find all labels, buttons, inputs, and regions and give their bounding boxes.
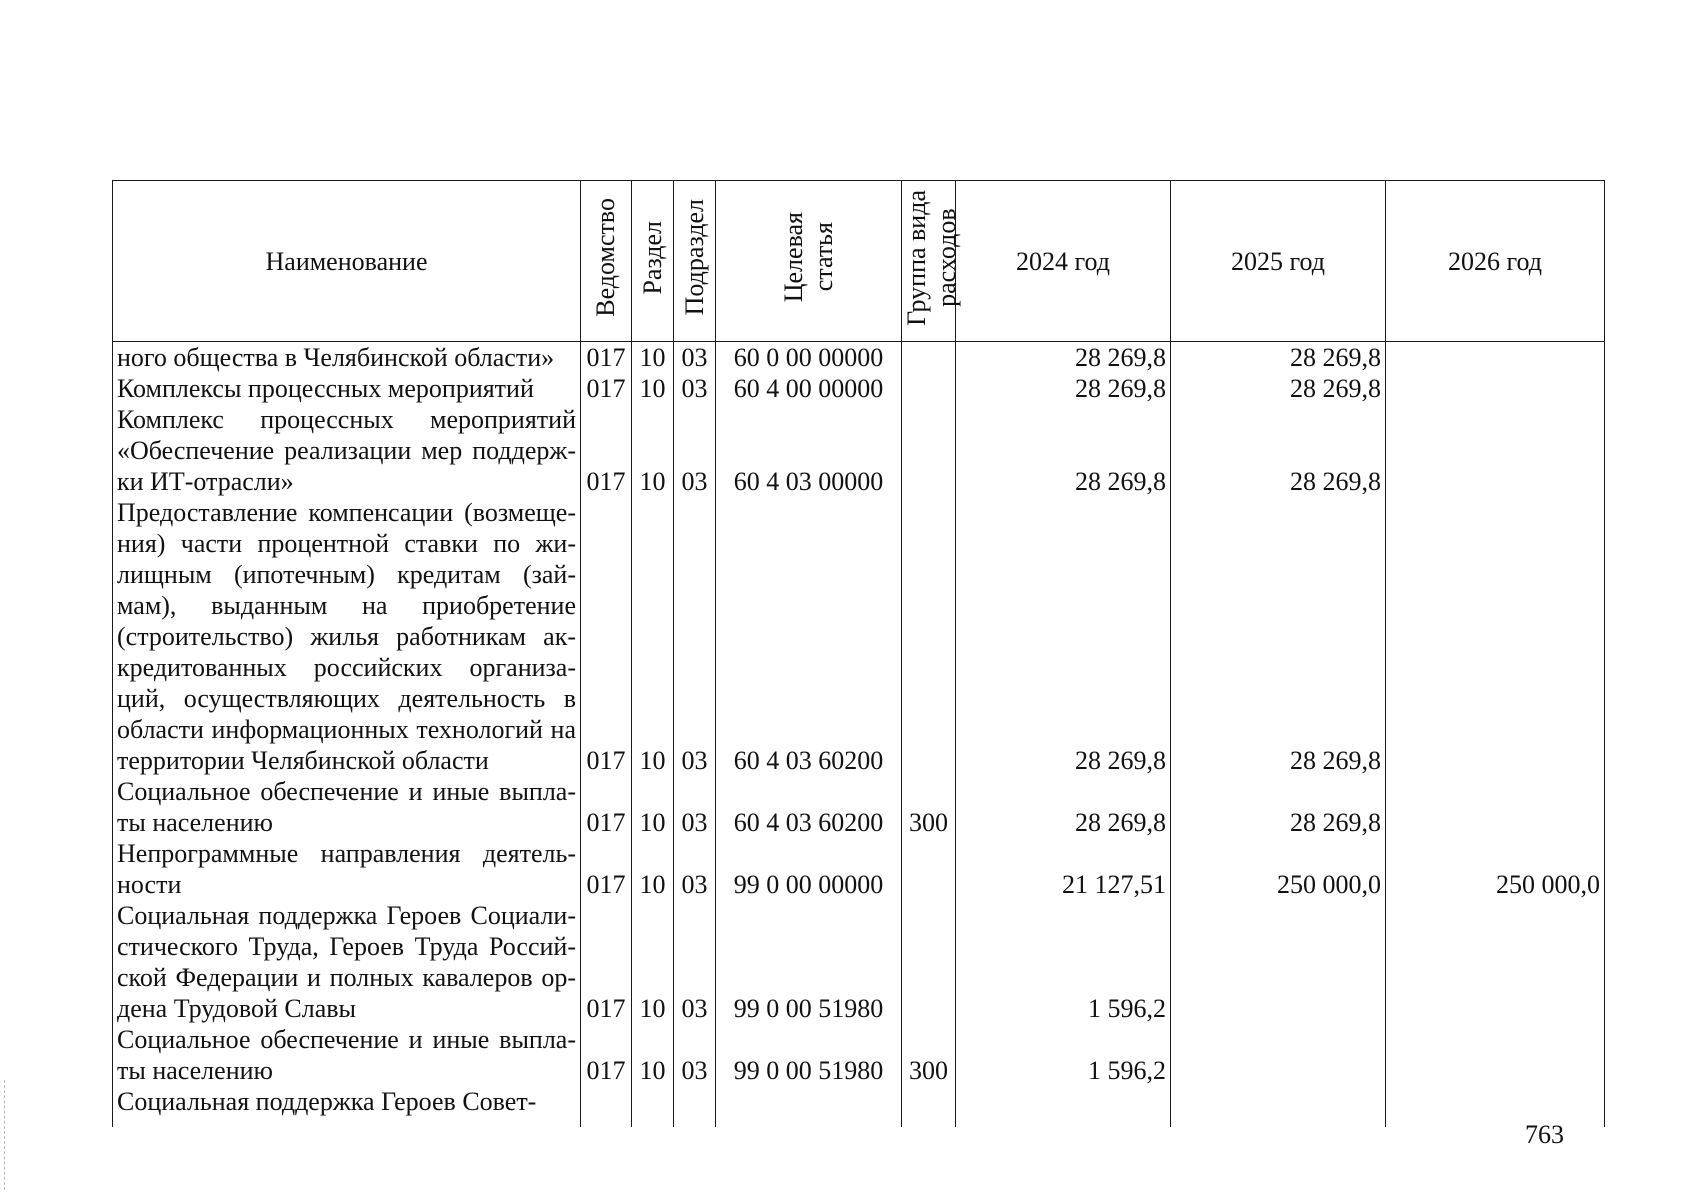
table-row <box>113 373 1605 404</box>
row-amount-2024: 28 269,8 <box>956 404 1171 497</box>
row-amount-2025: 28 269,8 <box>1171 404 1386 497</box>
row-subsection <box>674 1086 716 1117</box>
row-amount-2025 <box>1171 1086 1386 1117</box>
row-amount-2026: 250 000,0 <box>1386 838 1605 900</box>
row-amount-2026 <box>1386 404 1605 497</box>
row-name: Комплекс процессных мероприятий «Обеспечение реализации мер поддерж-ки ИТ-отрасли» <box>113 404 581 497</box>
row-amount-2024: 28 269,8 <box>956 373 1171 404</box>
row-amount-2025: 28 269,8 <box>1171 342 1386 374</box>
row-target-article: 60 4 03 60200 <box>716 497 902 776</box>
row-amount-2026 <box>1386 1086 1605 1117</box>
row-department: 017 <box>581 1024 632 1086</box>
row-expense-group <box>902 497 956 776</box>
row-amount-2024 <box>956 1086 1171 1117</box>
row-subsection: 03 <box>674 342 716 374</box>
header-year-2025: 2025 год <box>1171 181 1386 342</box>
row-section: 10 <box>632 342 674 374</box>
table-row-continuation <box>113 1117 1605 1127</box>
header-department: Ведомство <box>581 181 632 342</box>
row-expense-group <box>902 373 956 404</box>
row-subsection: 03 <box>674 838 716 900</box>
row-amount-2025: 28 269,8 <box>1171 497 1386 776</box>
row-section: 10 <box>632 1024 674 1086</box>
row-department: 017 <box>581 838 632 900</box>
row-department: 017 <box>581 373 632 404</box>
row-name: Социальное обеспечение и иные выпла-ты населению <box>113 776 581 838</box>
scan-margin-mark <box>4 1080 6 1190</box>
row-amount-2024: 21 127,51 <box>956 838 1171 900</box>
row-amount-2024: 28 269,8 <box>956 776 1171 838</box>
row-amount-2025: 28 269,8 <box>1171 373 1386 404</box>
row-name: Социальная поддержка Героев Совет- <box>113 1086 581 1117</box>
header-target-article: Целевая статья <box>716 181 902 342</box>
row-section: 10 <box>632 497 674 776</box>
header-expense-group: Группа вида расходов <box>902 181 956 342</box>
table-row <box>113 342 1605 374</box>
header-section: Раздел <box>632 181 674 342</box>
row-target-article: 99 0 00 00000 <box>716 838 902 900</box>
row-amount-2024: 1 596,2 <box>956 900 1171 1024</box>
row-amount-2025 <box>1171 900 1386 1024</box>
row-section: 10 <box>632 776 674 838</box>
row-amount-2026 <box>1386 1024 1605 1086</box>
row-target-article: 60 4 03 60200 <box>716 776 902 838</box>
row-amount-2025: 28 269,8 <box>1171 776 1386 838</box>
row-subsection: 03 <box>674 776 716 838</box>
row-amount-2024: 28 269,8 <box>956 342 1171 374</box>
row-target-article: 60 4 00 00000 <box>716 373 902 404</box>
table-row <box>113 776 1605 838</box>
row-department: 017 <box>581 776 632 838</box>
table-row <box>113 900 1605 1024</box>
row-amount-2026 <box>1386 342 1605 374</box>
row-expense-group <box>902 838 956 900</box>
row-amount-2026 <box>1386 776 1605 838</box>
row-expense-group: 300 <box>902 776 956 838</box>
row-name: ного общества в Челябинской области» <box>113 342 581 374</box>
row-department: 017 <box>581 342 632 374</box>
table-row <box>113 1086 1605 1117</box>
row-section <box>632 1086 674 1117</box>
table-row <box>113 497 1605 776</box>
header-year-2024: 2024 год <box>956 181 1171 342</box>
table-header <box>113 181 1605 342</box>
budget-page <box>112 180 1604 1116</box>
row-name: Непрограммные направления деятель-ности <box>113 838 581 900</box>
row-target-article: 60 0 00 00000 <box>716 342 902 374</box>
row-amount-2024: 28 269,8 <box>956 497 1171 776</box>
row-subsection: 03 <box>674 404 716 497</box>
row-expense-group <box>902 900 956 1024</box>
row-subsection: 03 <box>674 1024 716 1086</box>
budget-table <box>112 180 1605 1127</box>
row-section: 10 <box>632 838 674 900</box>
row-name: Комплексы процессных мероприятий <box>113 373 581 404</box>
table-row <box>113 838 1605 900</box>
row-department: 017 <box>581 404 632 497</box>
row-target-article: 60 4 03 00000 <box>716 404 902 497</box>
row-target-article <box>716 1086 902 1117</box>
header-year-2026: 2026 год <box>1386 181 1605 342</box>
row-amount-2025 <box>1171 1024 1386 1086</box>
page-number: 763 <box>1525 1120 1564 1149</box>
table-row <box>113 1024 1605 1086</box>
row-subsection: 03 <box>674 373 716 404</box>
row-expense-group <box>902 404 956 497</box>
table-body <box>113 342 1605 1128</box>
row-expense-group <box>902 342 956 374</box>
row-department <box>581 1086 632 1117</box>
row-amount-2025: 250 000,0 <box>1171 838 1386 900</box>
row-name: Социальная поддержка Героев Социали-стического Труда, Героев Труда Россий-ской Федерации и полных кавалеров ор-дена Трудовой Славы <box>113 900 581 1024</box>
row-name: Социальное обеспечение и иные выпла-ты населению <box>113 1024 581 1086</box>
row-subsection: 03 <box>674 900 716 1024</box>
row-subsection: 03 <box>674 497 716 776</box>
row-expense-group: 300 <box>902 1024 956 1086</box>
row-amount-2026 <box>1386 497 1605 776</box>
row-name: Предоставление компенсации (возмеще-ния) части процентной ставки по жи-лищным (ипотечным) кредитам (зай-мам), выданным на приобретение (строительство) жилья работникам ак-кредитованных российских организа-ций, осуществляющих деятельность в области информационных технологий на территории Челябинской области <box>113 497 581 776</box>
row-expense-group <box>902 1086 956 1117</box>
row-section: 10 <box>632 373 674 404</box>
row-target-article: 99 0 00 51980 <box>716 1024 902 1086</box>
row-amount-2026 <box>1386 900 1605 1024</box>
header-subsection: Подраздел <box>674 181 716 342</box>
row-target-article: 99 0 00 51980 <box>716 900 902 1024</box>
row-section: 10 <box>632 404 674 497</box>
header-name: Наименование <box>113 181 581 342</box>
row-department: 017 <box>581 497 632 776</box>
table-row <box>113 404 1605 497</box>
row-section: 10 <box>632 900 674 1024</box>
row-department: 017 <box>581 900 632 1024</box>
row-amount-2026 <box>1386 373 1605 404</box>
row-amount-2024: 1 596,2 <box>956 1024 1171 1086</box>
